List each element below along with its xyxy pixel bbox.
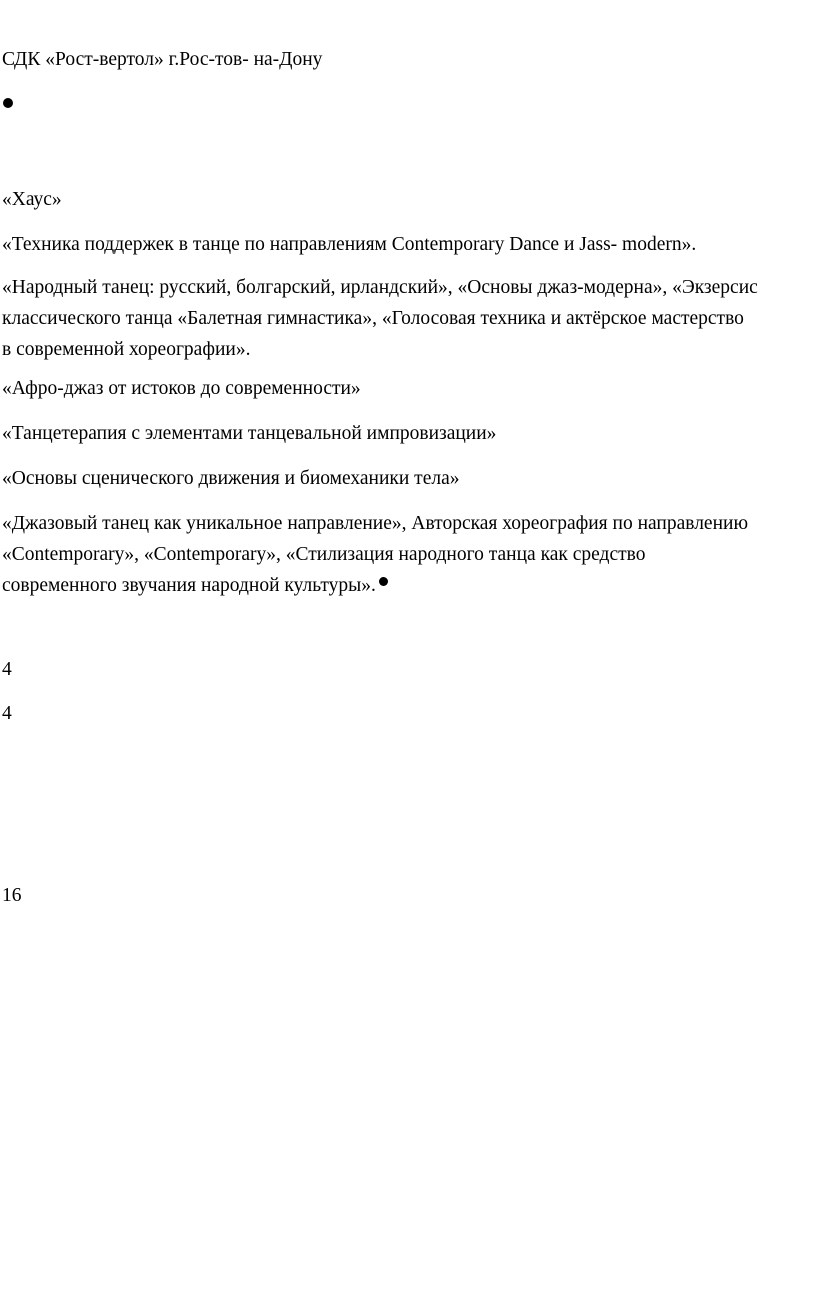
course-item-house: «Хаус» bbox=[2, 189, 62, 210]
course-item-jazz-dance-line-3 bbox=[2, 570, 814, 601]
course-item-folk-dance bbox=[2, 272, 814, 365]
course-item-afro-jazz: «Афро-джаз от истоков до современности» bbox=[2, 378, 361, 399]
number-value: 16 bbox=[2, 885, 22, 906]
course-item-folk-dance-line-2: классического танца «Балетная гимнастика», «Голосовая техника и актёрское мастерство bbox=[2, 308, 744, 329]
course-item-folk-dance-line-3: в современной хореографии». bbox=[2, 339, 251, 360]
course-item-jazz-dance-line-1: «Джазовый танец как уникальное направление», Авторская хореография по направлению bbox=[2, 513, 749, 534]
course-item-dance-therapy: «Танцетерапия с элементами танцевальной импровизации» bbox=[2, 423, 497, 444]
bullet-icon bbox=[379, 577, 388, 586]
header-title: СДК «Рост-вертол» г.Рос-тов- на-Дону bbox=[2, 49, 323, 70]
course-item-jazz-dance-line-2: «Contemporary», «Contemporary», «Стилизация народного танца как средство bbox=[2, 544, 646, 565]
course-item-stage-movement: «Основы сценического движения и биомеханики тела» bbox=[2, 468, 460, 489]
course-item-jazz-dance bbox=[2, 508, 814, 601]
course-item-lifts-technique: «Техника поддержек в танце по направлениям Contemporary Dance и Jass- modern». bbox=[2, 234, 697, 255]
course-item-jazz-dance-line-3-text: современного звучания народной культуры». bbox=[2, 575, 376, 596]
bullet-icon bbox=[3, 98, 13, 108]
course-item-folk-dance-line-1: «Народный танец: русский, болгарский, ирландский», «Основы джаз-модерна», «Экзерсис bbox=[2, 277, 758, 298]
number-value: 4 bbox=[2, 659, 12, 680]
number-value: 4 bbox=[2, 703, 12, 724]
